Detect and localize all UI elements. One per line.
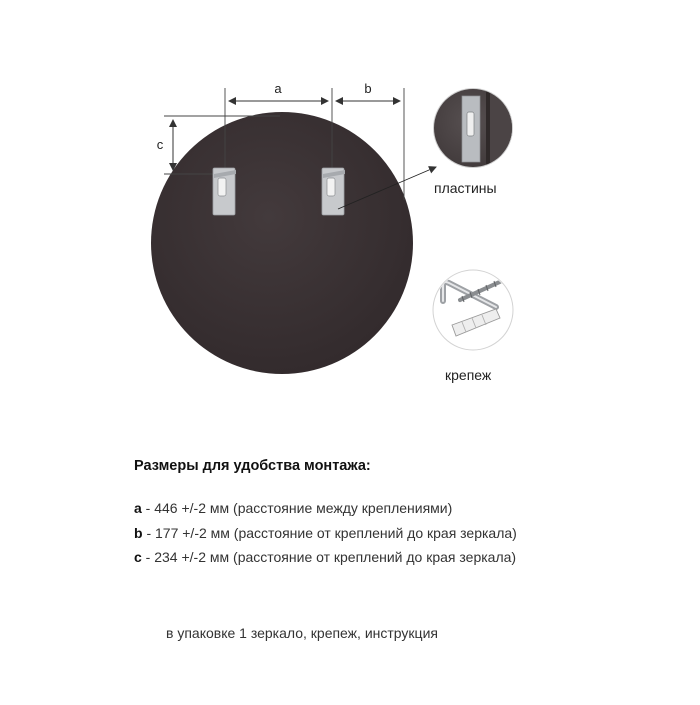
dimension-label-c: c (156, 137, 164, 152)
left-mounting-plate (213, 168, 236, 215)
package-contents: в упаковке 1 зеркало, крепеж, инструкция (166, 625, 438, 641)
dimension-label-b: b (364, 81, 372, 96)
plate-detail-view (430, 85, 520, 175)
callout-label-plates: пластины (434, 180, 497, 196)
specs-heading: Размеры для удобства монтажа: (134, 458, 371, 474)
spec-row-b (134, 521, 517, 546)
fasteners-detail-view (433, 270, 513, 350)
spec-text: - 177 +/-2 мм (расстояние от креплений до края зеркала) (142, 524, 517, 541)
spec-text: - 234 +/-2 мм (расстояние от креплений до края зеркала) (141, 549, 517, 565)
spec-letter: c (134, 549, 142, 565)
spec-list (134, 496, 517, 570)
spec-letter: b (134, 524, 143, 541)
dimension-label-a: a (274, 81, 282, 96)
spec-row-a (134, 496, 517, 521)
callout-label-fasteners: крепеж (445, 367, 492, 383)
spec-row-c (134, 545, 517, 570)
spec-text: - 446 +/-2 мм (расстояние между креплениями) (141, 500, 453, 516)
spec-letter: a (134, 500, 142, 516)
round-mirror (151, 112, 413, 374)
